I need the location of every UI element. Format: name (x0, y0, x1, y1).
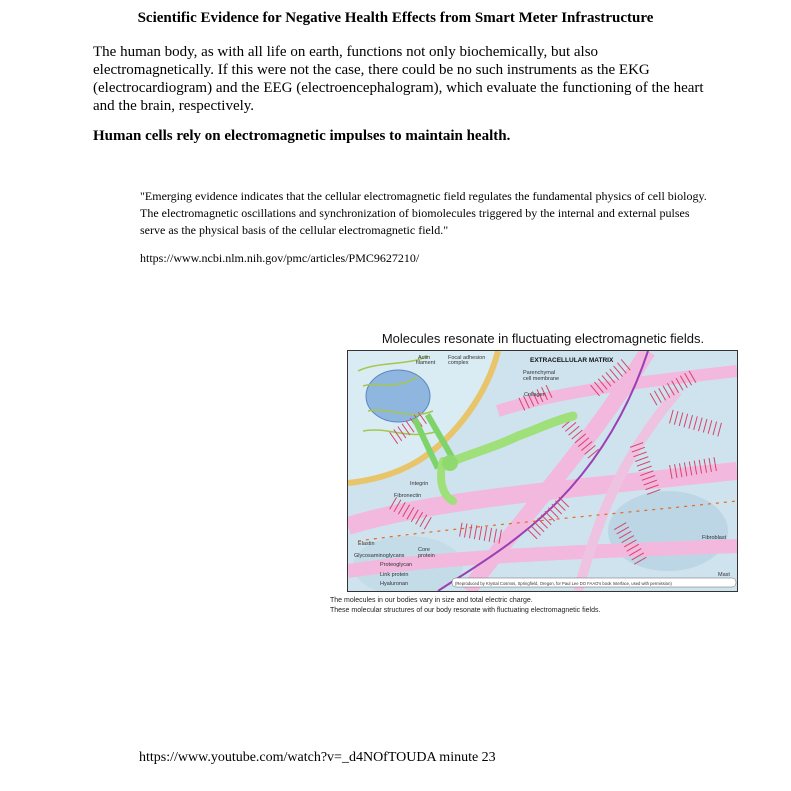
label-extracellular-matrix: EXTRACELLULAR MATRIX (530, 357, 614, 364)
label-parenchymal: Parenchymal (523, 370, 556, 376)
label-integrin: Integrin (410, 481, 429, 487)
label-actin: Actin (418, 355, 431, 361)
label-hyaluronan: Hyaluronan (380, 581, 409, 587)
bold-claim: Human cells rely on electromagnetic impulses to maintain health. (93, 128, 511, 144)
quote-block: "Emerging evidence indicates that the cellular electromagnetic field regulates the fundamental physics of cell biology. The electromagnetic oscillations and synchronization of biomolecules triggered by the internal and external pulses serve as the physical basis of the cellular electromagnetic field." (140, 189, 707, 237)
figure-notes (330, 596, 600, 616)
label-complex: complex (448, 360, 469, 366)
label-proteoglycan: Proteoglycan (380, 562, 413, 568)
proteoglycan (457, 522, 504, 544)
label-fibronectin: Fibronectin (394, 493, 422, 499)
label-core-protein: Core (418, 547, 430, 553)
proteoglycan (667, 409, 724, 437)
matrix-illustration-svg (348, 351, 737, 591)
matrix-illustration (347, 350, 738, 592)
figure-note: These molecular structures of our body resonate with fluctuating electromagnetic fields. (330, 607, 601, 614)
label-credit: (Reproduced by Krystal Cosmos, Springfield, Oregon, for Paul Lee DO FAAO's book Interface, used with permission) (455, 581, 672, 586)
document-title: Scientific Evidence for Negative Health Effects from Smart Meter Infrastructure (137, 10, 654, 26)
label-cell-membrane: cell membrane (523, 376, 560, 382)
figure-caption: Molecules resonate in fluctuating electromagnetic fields. (381, 331, 705, 346)
label-focal-adhesion: Focal adhesion (448, 355, 486, 361)
intro-paragraph: The human body, as with all life on earth, functions not only biochemically, but also electromagnetically. If this were not the case, there could be no such instruments as the EKG (electrocardiogram) and the EEG (electroencephalogram), which evaluate the functioning of the heart and the brain, respectively. (93, 44, 704, 114)
label-filament: filament (416, 360, 436, 366)
label-link-protein: Link protein (380, 572, 409, 578)
label-collagen: Collagen (524, 392, 546, 398)
fibronectin (448, 416, 573, 463)
label-core-protein-2: protein (418, 553, 435, 559)
label-elastin: Elastin (358, 541, 375, 547)
label-mast: Mast (718, 572, 730, 578)
label-glycosaminoglycans: Glycosaminoglycans (354, 553, 405, 559)
label-fibroblast: Fibroblast (702, 535, 727, 541)
quote-source-link[interactable]: https://www.ncbi.nlm.nih.gov/pmc/articles/PMC9627210/ (140, 251, 420, 265)
figure-note: The molecules in our bodies vary in size and total electric charge. (330, 597, 533, 604)
video-source-link[interactable]: https://www.youtube.com/watch?v=_d4NOfTOUDA minute 23 (139, 750, 496, 765)
